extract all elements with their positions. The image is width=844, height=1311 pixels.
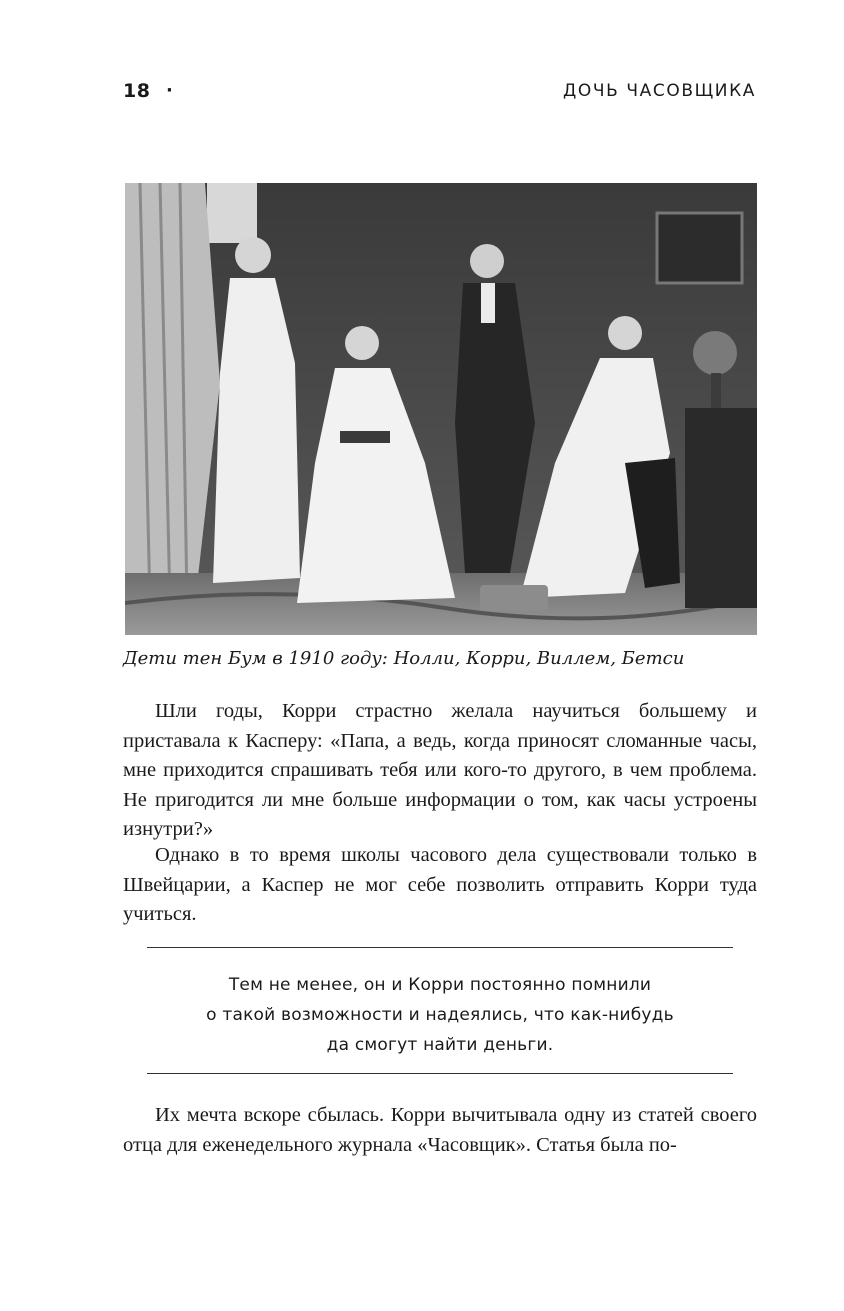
running-title: ДОЧЬ ЧАСОВЩИКА bbox=[563, 81, 756, 101]
photo-caption: Дети тен Бум в 1910 году: Нолли, Корри, Виллем, Бетси bbox=[123, 648, 685, 669]
paragraph-3 bbox=[123, 1101, 757, 1160]
pullquote-line: о такой возможности и надеялись, что как-нибудь bbox=[206, 1005, 674, 1025]
paragraph-2 bbox=[123, 841, 757, 930]
family-photo-icon bbox=[125, 183, 757, 635]
paragraph-1 bbox=[123, 697, 757, 845]
family-photo bbox=[125, 183, 757, 635]
paragraph-text: Шли годы, Корри страстно желала научиться большему и приставала к Касперу: «Папа, а ведь, когда приносят сломанные часы, мне приходится спрашивать тебя или кого-то другого, в чем проблема. Не пригодится ли мне больше информации о том, как часы устроены изнутри?» bbox=[123, 700, 757, 840]
pullquote-line: да смогут найти деньги. bbox=[326, 1035, 554, 1055]
pullquote-bottom-rule bbox=[147, 1073, 733, 1074]
pullquote-top-rule bbox=[147, 947, 733, 948]
header-separator: · bbox=[166, 80, 173, 101]
pullquote-line: Тем не менее, он и Корри постоянно помнили bbox=[228, 975, 652, 995]
paragraph-text: Однако в то время школы часового дела существовали только в Швейцарии, а Каспер не мог себе позволить отправить Корри туда учиться. bbox=[123, 844, 757, 925]
page-number: 18 bbox=[123, 80, 151, 102]
pullquote bbox=[147, 970, 733, 1060]
paragraph-text: Их мечта вскоре сбылась. Корри вычитывала одну из статей своего отца для еженедельного журнала «Часовщик». Статья была по- bbox=[123, 1104, 757, 1156]
